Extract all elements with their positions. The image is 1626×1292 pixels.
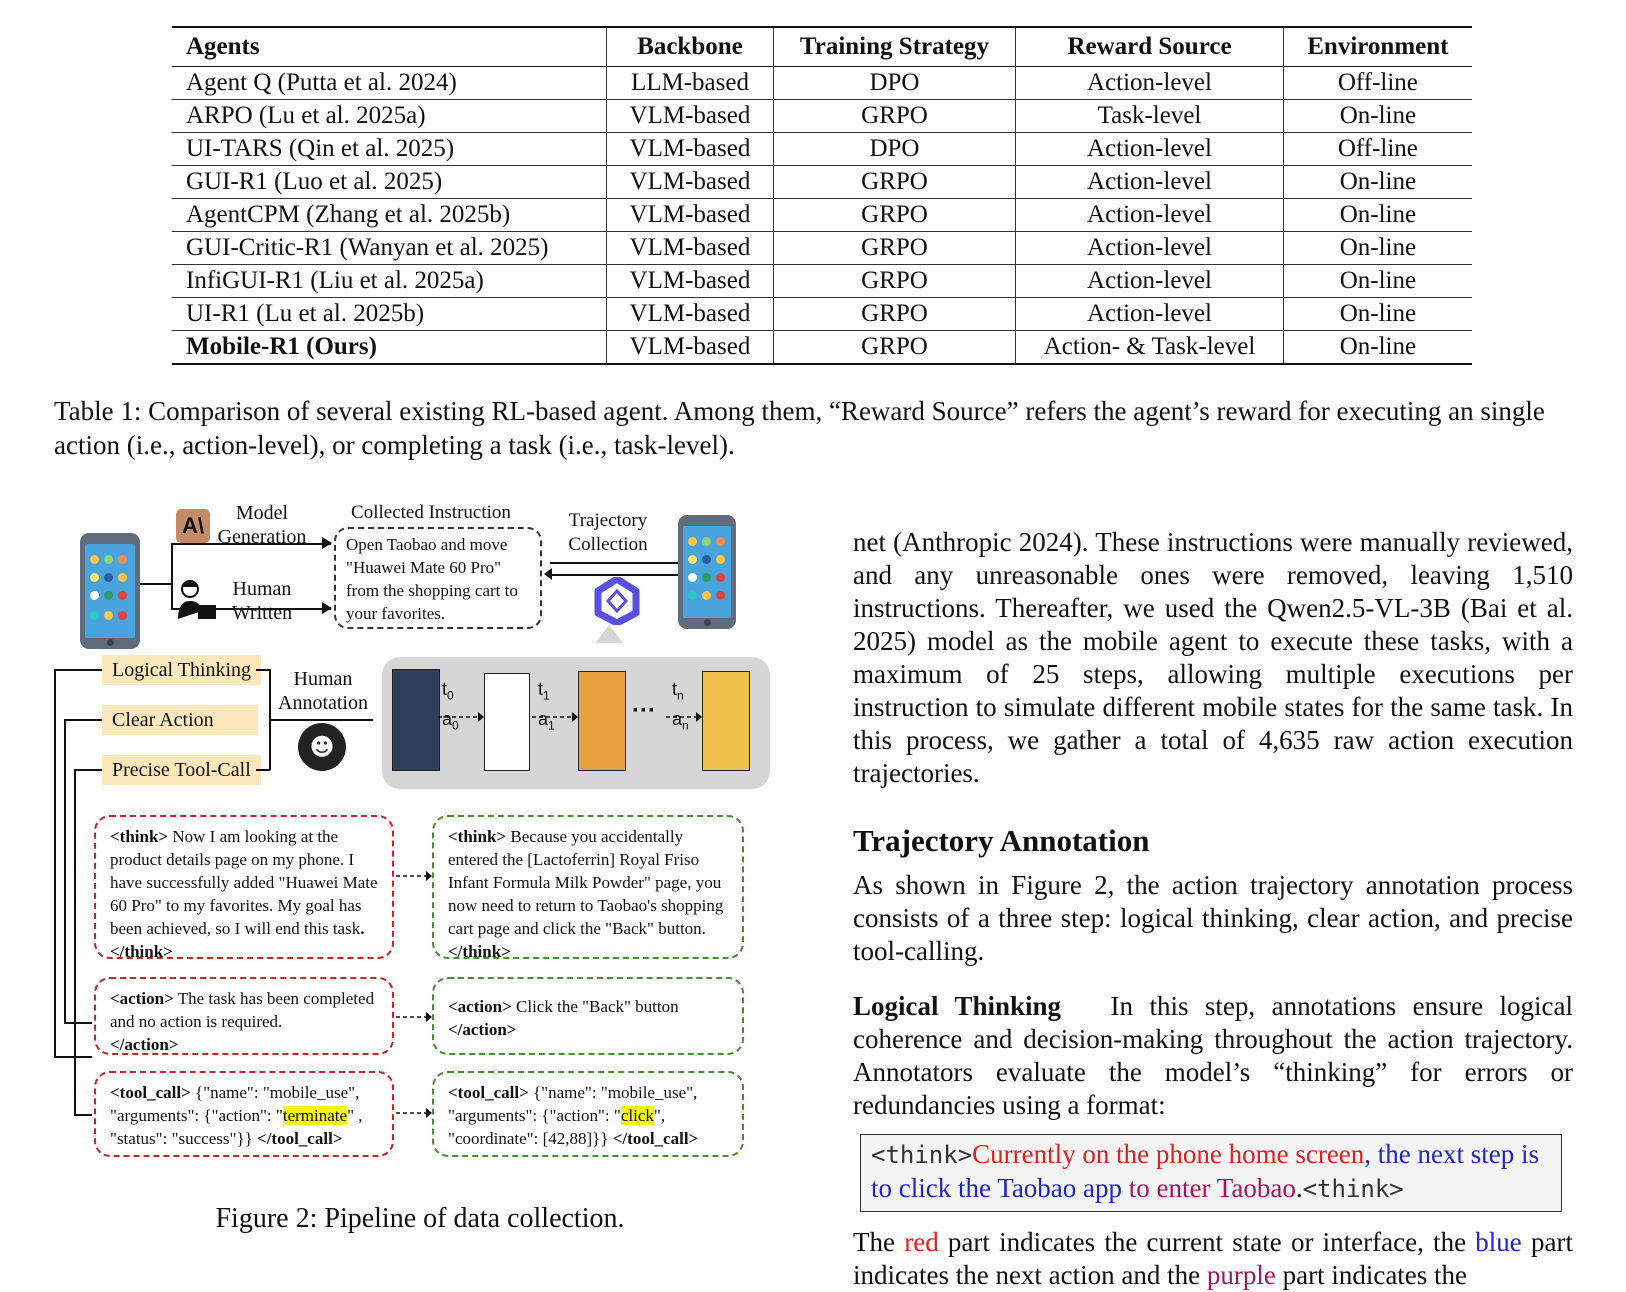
table-row — [172, 166, 1472, 199]
paragraph-intro: net (Anthropic 2024). These instructions were manually reviewed, and any unreasonable ones were removed, leaving 1,510 instructions. Thereafter, we used the Qwen2.5-VL-3B (Bai et al. 2025) model as the mobile agent to execute these tasks, with a maximum of 25 steps, allowing multiple executions per instruction to simulate different mobile states for the same task. In this process, we gather a total of 4,635 raw action execution trajectories. — [853, 527, 1573, 788]
table-cell: UI-R1 (Lu et al. 2025b) — [172, 298, 607, 331]
table-cell: GRPO — [773, 166, 1016, 199]
table-cell: On-line — [1339, 300, 1417, 327]
step-t0-sub: 0 — [447, 688, 454, 703]
table-caption: Table 1: Comparison of several existing RL-based agent. Among them, “Reward Source” refers the agent’s reward for executing an single action (i.e., action-level), or completing a task (i.e., task-level). — [54, 396, 1545, 460]
step-t1-sub: 1 — [543, 688, 550, 703]
table-row — [172, 199, 1472, 232]
table-cell: ARPO (Lu et al. 2025a) — [172, 100, 607, 133]
step-tn-sub: n — [677, 688, 684, 703]
think-corrected-box: <think> Because you accidentally entered the [Lactoferrin] Royal Friso Infant Formula Milk Powder" page, you now need to return to Taobao's shopping cart page and click the "Back" button. </think> — [432, 815, 744, 959]
think-error-box: <think> Now I am looking at the product details page on my phone. I have successfully added "Huawei Mate 60 Pro" to my favorites. My goal has been achieved, so I will end this task. </think> — [94, 815, 394, 959]
step-an-sub: n — [682, 718, 689, 733]
table-row — [172, 100, 1472, 133]
table-cell: DPO — [773, 133, 1016, 166]
phone-icon — [80, 533, 140, 649]
step-t0: t — [442, 679, 448, 699]
human-annotation-label: Human Annotation — [278, 668, 368, 714]
qwen-logo-icon — [590, 577, 644, 625]
pipeline-figure — [40, 502, 800, 1225]
table-cell: GRPO — [773, 298, 1016, 331]
step-an: a — [672, 709, 683, 729]
comparison-table — [172, 26, 1472, 365]
step-a0-sub: 0 — [452, 718, 459, 733]
paragraph-logical-thinking: Logical Thinking In this step, annotations ensure logical coherence and decision-making throughout the action trajectory. Annotators evaluate the model’s “thinking” for errors or redundancies using a format: — [853, 991, 1573, 1120]
table-cell: Action-level — [1016, 166, 1284, 199]
anthropic-logo-icon: A\ — [176, 509, 210, 543]
header-agents: Agents — [172, 27, 607, 67]
header-backbone: Backbone — [607, 27, 774, 67]
table-cell: On-line — [1339, 102, 1417, 129]
table-cell: VLM-based — [607, 265, 774, 298]
table-cell: GRPO — [773, 265, 1016, 298]
step-tn: t — [672, 679, 678, 699]
model-generation-label: Model Generation — [217, 502, 307, 548]
table-cell: InfiGUI-R1 (Liu et al. 2025a) — [172, 265, 607, 298]
table-row — [172, 265, 1472, 298]
table-row — [172, 133, 1472, 166]
table-cell: GRPO — [773, 331, 1016, 365]
table-row — [172, 331, 1472, 365]
action-corrected-box: <action> Click the "Back" button </action> — [432, 977, 744, 1055]
paragraph-color-legend: The red part indicates the current state or interface, the blue part indicates the next action and the purple part indicates the — [853, 1227, 1573, 1290]
logical-thinking-label: Logical Thinking — [102, 655, 261, 685]
group-icon: ☻ — [298, 723, 346, 771]
table-cell: VLM-based — [607, 331, 774, 365]
tool-call-corrected-box: <tool_call> {"name": "mobile_use", "arguments": {"action": "click", "coordinate": [42,88]}} </tool_call> — [432, 1071, 744, 1157]
phone-icon — [678, 515, 736, 629]
table-cell: Action-level — [1016, 265, 1284, 298]
correction-arrows — [394, 870, 434, 1120]
human-written-label: Human Written — [231, 578, 293, 624]
table-body — [172, 67, 1472, 365]
step-a0: a — [442, 709, 453, 729]
header-training-strategy: Training Strategy — [773, 27, 1016, 67]
clear-action-label: Clear Action — [102, 705, 258, 735]
table-cell: On-line — [1339, 168, 1417, 195]
table-row — [172, 232, 1472, 265]
precise-tool-call-label: Precise Tool-Call — [102, 755, 261, 785]
table-header-row — [172, 27, 1472, 67]
ellipsis: ··· — [632, 697, 656, 724]
table-cell: On-line — [1339, 234, 1417, 261]
step-a1-sub: 1 — [548, 718, 555, 733]
paragraph-annotation: As shown in Figure 2, the action trajectory annotation process consists of a three step: logical thinking, clear action, and precise tool-calling. — [853, 870, 1573, 966]
table-cell: On-line — [1339, 201, 1417, 228]
header-reward-source: Reward Source — [1016, 27, 1284, 67]
collected-instruction-box: Open Taobao and move "Huawei Mate 60 Pro" from the shopping cart to your favorites. — [334, 527, 542, 629]
table-row — [172, 298, 1472, 331]
table-cell: GUI-R1 (Luo et al. 2025) — [172, 166, 607, 199]
header-environment: Environment — [1307, 33, 1449, 60]
table-cell: UI-TARS (Qin et al. 2025) — [172, 133, 607, 166]
table-cell: VLM-based — [607, 133, 774, 166]
table-cell: VLM-based — [607, 100, 774, 133]
table-cell: Action- & Task-level — [1016, 331, 1284, 365]
step-t1: t — [538, 679, 544, 699]
person-at-laptop-icon — [176, 579, 218, 623]
table-cell: LLM-based — [607, 67, 774, 100]
table-cell: GRPO — [773, 232, 1016, 265]
table-cell: Action-level — [1016, 298, 1284, 331]
table-cell: Mobile-R1 (Ours) — [172, 331, 607, 365]
table-cell: Agent Q (Putta et al. 2024) — [172, 67, 607, 100]
table-cell: VLM-based — [607, 232, 774, 265]
table-cell: Off-line — [1337, 135, 1418, 162]
trajectory-collection-label: Trajectory Collection — [568, 510, 648, 555]
table-cell: Action-level — [1016, 133, 1284, 166]
table-cell: Action-level — [1016, 67, 1284, 100]
table-cell: AgentCPM (Zhang et al. 2025b) — [172, 199, 607, 232]
paragraph-bold-lead: Logical Thinking — [853, 991, 1062, 1021]
step-a1: a — [538, 709, 549, 729]
table-cell: On-line — [1339, 333, 1417, 360]
tool-call-error-box: <tool_call> {"name": "mobile_use", "arguments": {"action": "terminate" , "status": "success"}} </tool_call> — [94, 1071, 394, 1157]
table-cell: GRPO — [773, 199, 1016, 232]
table-cell: VLM-based — [607, 166, 774, 199]
section-heading: Trajectory Annotation — [853, 823, 1150, 858]
table-row — [172, 67, 1472, 100]
table-cell: GRPO — [773, 100, 1016, 133]
table-cell: Action-level — [1016, 199, 1284, 232]
table-cell: Off-line — [1337, 69, 1418, 96]
arrow-icon — [322, 536, 334, 616]
table-cell: VLM-based — [607, 298, 774, 331]
table-cell: VLM-based — [607, 199, 774, 232]
table-cell: Task-level — [1016, 100, 1284, 133]
format-example-box: <think>Currently on the phone home screen, the next step is to click the Taobao app to enter Taobao.<think> — [860, 1134, 1562, 1212]
step-arrows — [438, 711, 758, 723]
figure-caption: Figure 2: Pipeline of data collection. — [215, 1203, 625, 1234]
table-cell: Action-level — [1016, 232, 1284, 265]
table-cell: DPO — [773, 67, 1016, 100]
action-error-box: <action> The task has been completed and no action is required. </action> — [94, 977, 394, 1055]
table-cell: GUI-Critic-R1 (Wanyan et al. 2025) — [172, 232, 607, 265]
screenshot-thumbnail — [392, 669, 440, 771]
table-cell: On-line — [1339, 267, 1417, 294]
collected-instruction-title: Collected Instruction — [351, 502, 511, 523]
